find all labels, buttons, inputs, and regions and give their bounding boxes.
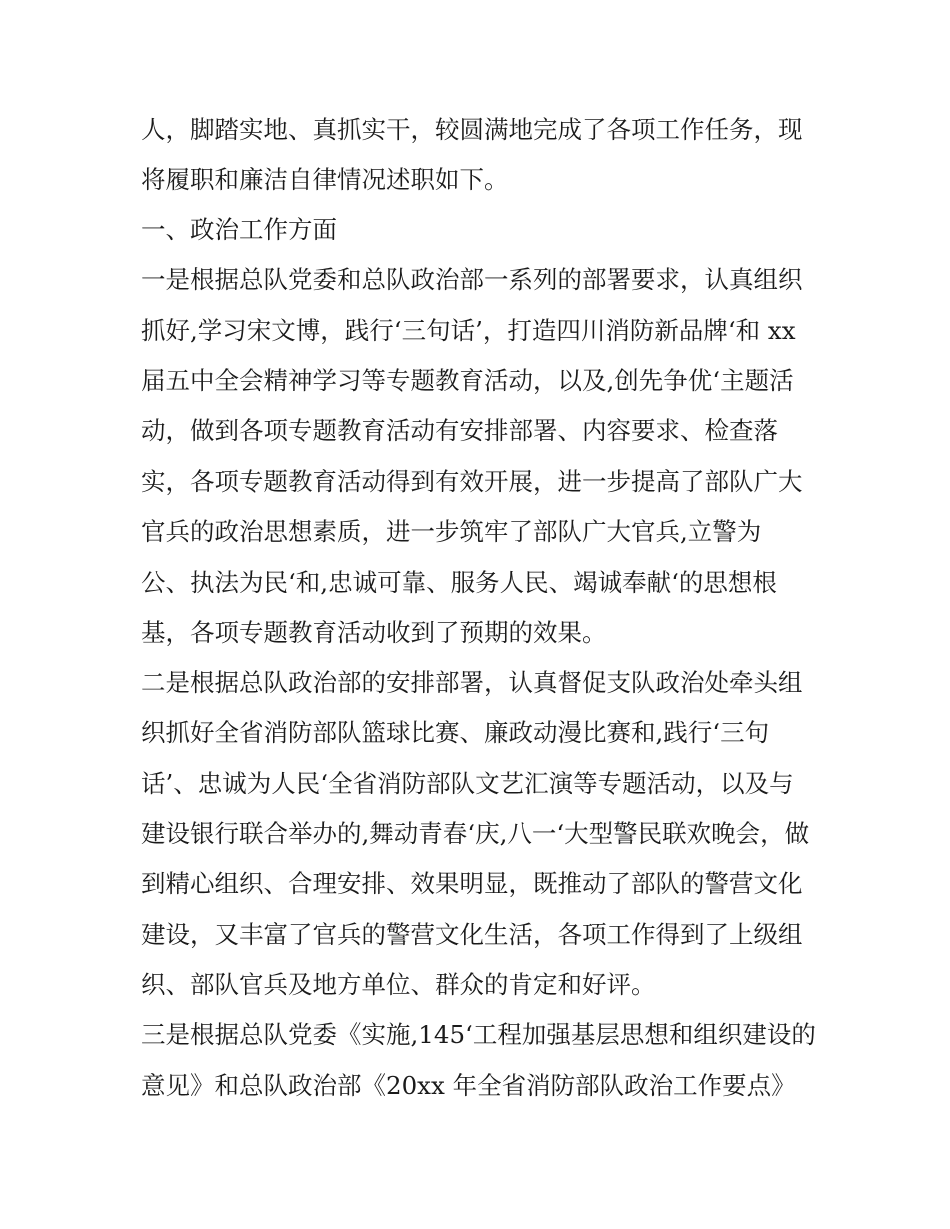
text-line: 意见》和总队政治部《20xx 年全省消防部队政治工作要点》 xyxy=(141,1071,796,1100)
text-line: 建设，又丰富了官兵的警营文化生活，各项工作得到了上级组 xyxy=(141,920,803,949)
text-line: 建设银行联合举办的,舞动青春‘庆,八一‘大型警民联欢晚会，做 xyxy=(141,819,810,848)
text-line: 实，各项专题教育活动得到有效开展，进一步提高了部队广大 xyxy=(141,467,803,496)
text-line: 织、部队官兵及地方单位、群众的肯定和好评。 xyxy=(141,970,656,999)
text-line: 话’、忠诚为人民‘全省消防部队文艺汇演等专题活动，以及与 xyxy=(141,769,794,798)
text-line: 到精心组织、合理安排、效果明显，既推动了部队的警营文化 xyxy=(141,869,803,898)
text-line: 二是根据总队政治部的安排部署，认真督促支队政治处牵头组 xyxy=(141,668,803,697)
text-line: 三是根据总队党委《实施,145‘工程加强基层思想和组织建设的 xyxy=(141,1020,816,1049)
text-line: 一是根据总队党委和总队政治部一系列的部署要求，认真组织 xyxy=(141,265,803,294)
text-line: 公、执法为民‘和,忠诚可靠、服务人民、竭诚奉献‘的思想根 xyxy=(141,568,777,597)
text-line: 织抓好全省消防部队篮球比赛、廉政动漫比赛和,践行‘三句 xyxy=(141,718,770,747)
text-line: 基，各项专题教育活动收到了预期的效果。 xyxy=(141,618,607,647)
text-line: 抓好,学习宋文博，践行‘三句话’，打造四川消防新品牌‘和 xx xyxy=(141,316,796,345)
text-line: 将履职和廉洁自律情况述职如下。 xyxy=(141,165,509,194)
text-line: 届五中全会精神学习等专题教育活动，以及,创先争优‘主题活 xyxy=(141,366,794,395)
text-line: 人，脚踏实地、真抓实干，较圆满地完成了各项工作任务，现 xyxy=(141,115,803,144)
text-line: 官兵的政治思想素质，进一步筑牢了部队广大官兵,立警为 xyxy=(141,517,762,546)
section-heading: 一、政治工作方面 xyxy=(141,215,337,244)
text-line: 动，做到各项专题教育活动有安排部署、内容要求、检查落 xyxy=(141,416,778,445)
